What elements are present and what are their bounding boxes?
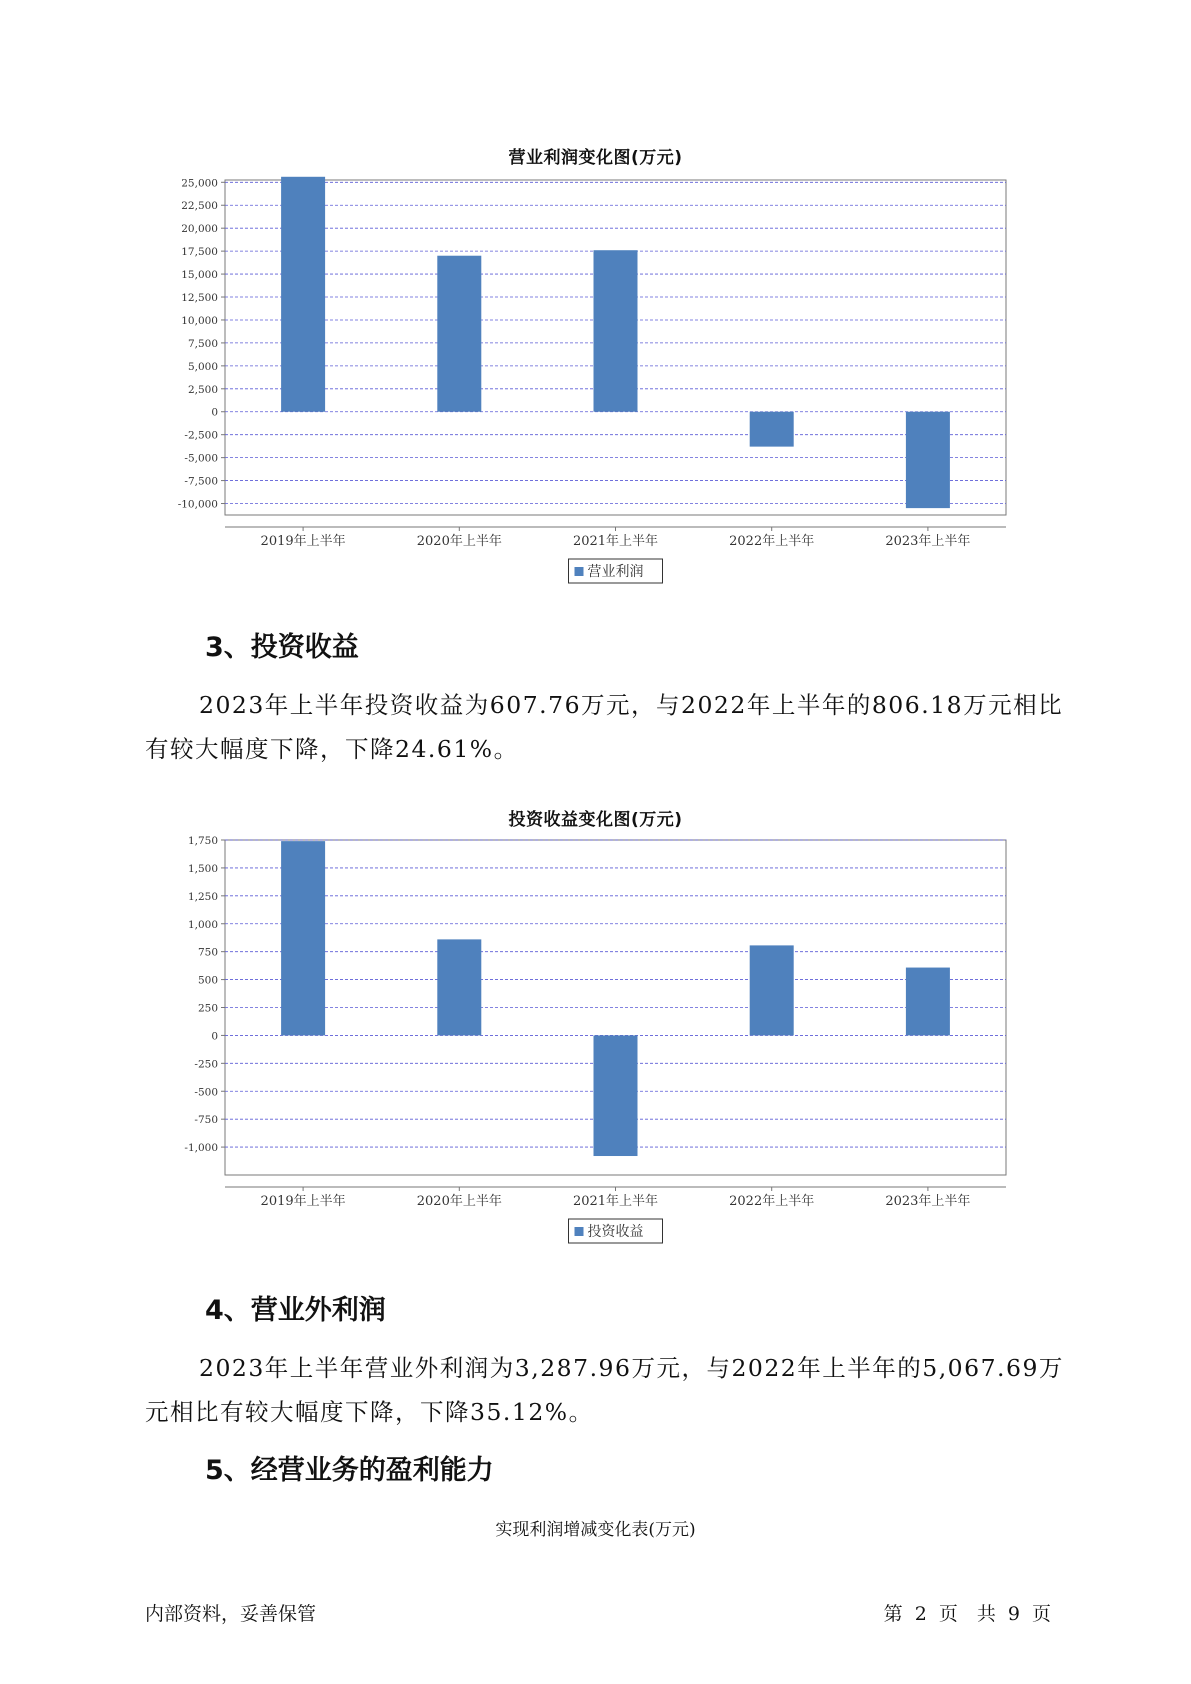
y-tick-label: 1,000 — [187, 918, 218, 931]
y-tick-label: -750 — [194, 1114, 218, 1127]
legend-swatch — [575, 567, 584, 576]
y-tick-label: -7,500 — [184, 475, 218, 488]
y-tick-label: 250 — [197, 1002, 218, 1015]
y-tick-label: 25,000 — [181, 177, 218, 190]
x-tick-label: 2023年上半年 — [885, 534, 971, 549]
bar — [594, 250, 638, 412]
footer-confidential-note: 内部资料，妥善保管 — [145, 1603, 317, 1625]
chart2-investment-income — [0, 810, 1191, 1250]
section3-paragraph: 2023年上半年投资收益为607.76万元，与2022年上半年的806.18万元相比有较大幅度下降，下降24.61%。 — [145, 691, 1064, 763]
y-tick-label: 15,000 — [181, 269, 218, 282]
bar — [437, 256, 481, 412]
y-tick-label: -10,000 — [177, 498, 218, 511]
y-tick-label: 1,250 — [187, 890, 218, 903]
bar — [281, 177, 325, 412]
section5-heading: 5、经营业务的盈利能力 — [205, 1455, 494, 1486]
y-tick-label: 5,000 — [187, 360, 218, 373]
y-tick-label: -5,000 — [184, 452, 218, 465]
bar — [437, 939, 481, 1035]
section4-paragraph: 2023年上半年营业外利润为3,287.96万元，与2022年上半年的5,067.69万元相比有较大幅度下降，下降35.12%。 — [145, 1354, 1064, 1426]
y-tick-label: 20,000 — [181, 223, 218, 236]
x-tick-label: 2020年上半年 — [416, 1194, 502, 1209]
x-tick-label: 2021年上半年 — [572, 1194, 659, 1209]
y-tick-label: 12,500 — [181, 292, 218, 305]
y-tick-label: 7,500 — [187, 337, 218, 350]
bar — [750, 412, 794, 447]
y-tick-label: 0 — [211, 406, 218, 419]
footer-page-number: 第 2 页 共 9 页 — [883, 1603, 1051, 1625]
y-tick-label: 2,500 — [187, 383, 218, 396]
y-tick-label: 17,500 — [181, 246, 218, 259]
bar — [750, 945, 794, 1035]
y-tick-label: -2,500 — [184, 429, 218, 442]
bar — [594, 1035, 638, 1156]
x-tick-label: 2023年上半年 — [885, 1194, 971, 1209]
legend-label: 投资收益 — [587, 1224, 644, 1240]
y-tick-label: 22,500 — [181, 200, 218, 213]
legend-swatch — [575, 1227, 584, 1236]
y-tick-label: 750 — [197, 946, 218, 959]
y-tick-label: 0 — [211, 1030, 218, 1043]
bar — [906, 968, 950, 1036]
y-tick-label: 1,750 — [187, 835, 218, 847]
chart1-title: 营业利润变化图(万元) — [508, 148, 683, 168]
y-tick-label: -250 — [194, 1058, 218, 1071]
x-tick-label: 2022年上半年 — [729, 1194, 815, 1209]
x-tick-label: 2021年上半年 — [572, 534, 659, 549]
bar — [281, 841, 325, 1035]
x-tick-label: 2019年上半年 — [260, 534, 346, 549]
x-tick-label: 2022年上半年 — [729, 534, 815, 549]
chart1-operating-profit — [0, 150, 1191, 590]
bar — [906, 412, 950, 508]
x-tick-label: 2020年上半年 — [416, 534, 502, 549]
y-tick-label: 1,500 — [187, 862, 218, 875]
legend-label: 营业利润 — [587, 564, 644, 580]
section3-heading: 3、投资收益 — [205, 632, 359, 663]
chart2-title: 投资收益变化图(万元) — [508, 810, 683, 830]
y-tick-label: 500 — [197, 974, 218, 987]
y-tick-label: -500 — [194, 1086, 218, 1099]
y-tick-label: -1,000 — [184, 1142, 218, 1155]
x-tick-label: 2019年上半年 — [260, 1194, 346, 1209]
section4-heading: 4、营业外利润 — [205, 1295, 386, 1326]
y-tick-label: 10,000 — [181, 314, 218, 327]
table-caption: 实现利润增减变化表(万元) — [495, 1520, 696, 1540]
